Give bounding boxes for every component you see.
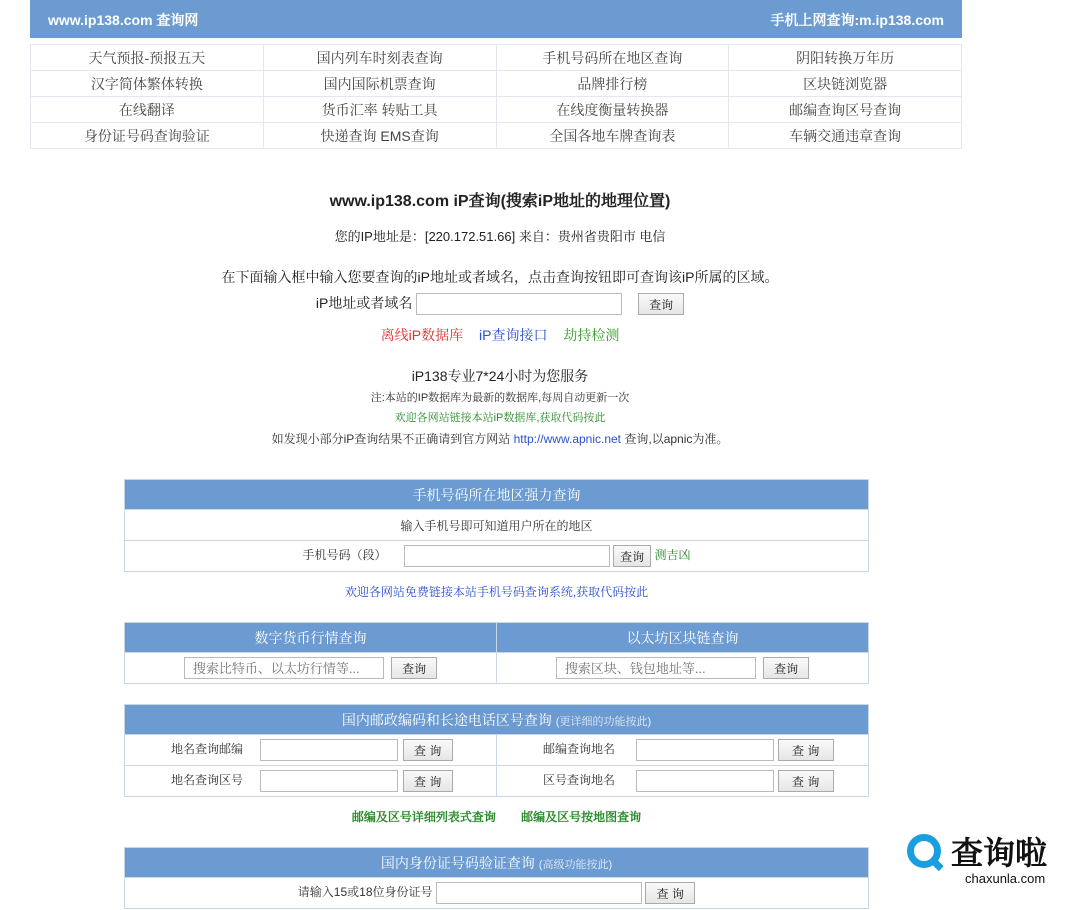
mobile-lookup-panel: [124, 479, 869, 572]
offline-db-link[interactable]: 离线iP数据库: [380, 327, 464, 343]
postal-map-link[interactable]: 邮编及区号按地图查询: [521, 810, 642, 824]
areacode-to-name-label: 区号查询地名: [543, 773, 616, 788]
crypto-query-button[interactable]: 查询: [391, 657, 437, 679]
mobile-link-note[interactable]: 欢迎各网站免费链接本站手机号码查询系统,获取代码按此: [344, 585, 649, 599]
name-to-areacode-button[interactable]: 查 询: [403, 770, 453, 792]
page-title: www.ip138.com iP查询(搜索iP地址的地理位置): [329, 193, 671, 210]
blockchain-search-input[interactable]: [556, 657, 756, 679]
idcard-advanced-link[interactable]: (高级功能按此): [538, 858, 613, 871]
areacode-to-name-button[interactable]: 查 询: [778, 770, 834, 792]
watermark-domain: chaxunla.com: [965, 871, 1046, 886]
chaxunla-watermark: [905, 826, 1075, 890]
nav-link[interactable]: 邮编查询区号查询: [789, 101, 902, 118]
instruction-text: 在下面输入框中输入您要查询的iP地址或者域名，点击查询按钮即可查询该iP所属的区域。: [221, 269, 779, 285]
postal-detail-link[interactable]: (更详细的功能按此): [555, 715, 652, 728]
postcode-to-name-button[interactable]: 查 询: [778, 739, 834, 761]
postal-links: [124, 808, 869, 825]
nav-link[interactable]: 身份证号码查询验证: [83, 127, 210, 144]
idcard-panel-header: [125, 848, 869, 878]
mobile-input-label: 手机号码（段）: [302, 548, 387, 563]
nav-link[interactable]: 品牌排行榜: [577, 75, 648, 92]
nav-link[interactable]: 在线度衡量转换器: [556, 101, 669, 118]
postcode-to-name-label: 邮编查询地名: [543, 742, 616, 757]
apnic-note-post: 查询,以apnic为准。: [624, 432, 729, 446]
db-update-note: 注:本站的IP数据库为最新的数据库,每周自动更新一次: [370, 392, 630, 404]
nav-link[interactable]: 货币汇率 转贴工具: [321, 101, 438, 118]
postal-panel: [124, 704, 869, 797]
mobile-panel-header: 手机号码所在地区强力查询: [125, 480, 869, 510]
ip-input[interactable]: [416, 293, 622, 315]
mobile-panel-desc: 输入手机号即可知道用户所在的地区: [125, 510, 869, 541]
blockchain-query-button[interactable]: 查询: [763, 657, 809, 679]
nav-link[interactable]: 车辆交通违章查询: [789, 127, 902, 144]
db-link-note: [0, 409, 1000, 425]
mobile-query-button[interactable]: 查询: [613, 545, 651, 567]
nav-link[interactable]: 在线翻译: [118, 101, 175, 118]
top-bar: [30, 0, 962, 38]
nav-link[interactable]: 全国各地车牌查询表: [549, 127, 676, 144]
ip-query-button[interactable]: 查询: [638, 293, 684, 315]
fortune-link[interactable]: 测吉凶: [654, 548, 691, 563]
crypto-search-input[interactable]: [184, 657, 384, 679]
postal-panel-header: [125, 705, 869, 735]
watermark-brand: 查询啦: [951, 834, 1048, 872]
crypto-right-header: 以太坊区块链查询: [497, 623, 869, 653]
magnifier-icon: [907, 834, 941, 868]
nav-link[interactable]: 国内列车时刻表查询: [316, 49, 443, 66]
nav-link[interactable]: 阴阳转换万年历: [796, 49, 895, 66]
crypto-panel: [124, 622, 869, 684]
name-to-postcode-button[interactable]: 查 询: [403, 739, 453, 761]
ip-search-form: [0, 293, 1000, 315]
name-to-postcode-label: 地名查询邮编: [171, 742, 244, 757]
ip-input-label: iP地址或者域名: [315, 295, 413, 311]
apnic-note: [0, 430, 1000, 447]
nav-link[interactable]: 区块链浏览器: [803, 75, 888, 92]
apnic-note-pre: 如发现小部分iP查询结果不正确请到官方网站: [271, 432, 511, 446]
idcard-query-button[interactable]: 查 询: [645, 882, 695, 904]
crypto-left-header: 数字货币行情查询: [125, 623, 497, 653]
idcard-input-label: 请输入15或18位身份证号: [297, 885, 433, 900]
name-to-areacode-label: 地名查询区号: [171, 773, 244, 788]
idcard-panel: [124, 847, 869, 909]
ip-links: [0, 325, 1000, 345]
postal-list-link[interactable]: 邮编及区号详细列表式查询: [351, 810, 496, 824]
nav-link[interactable]: 天气预报-预报五天: [88, 49, 206, 66]
hijack-detect-link[interactable]: 劫持检测: [563, 327, 620, 343]
idcard-header-text: 国内身份证号码验证查询: [380, 854, 535, 871]
areacode-to-name-input[interactable]: [636, 770, 774, 792]
mobile-site-link[interactable]: 手机上网查询:m.ip138.com: [770, 12, 944, 28]
nav-grid: [30, 44, 962, 149]
service-text: iP138专业7*24小时为您服务: [411, 368, 589, 384]
mobile-input[interactable]: [404, 545, 610, 567]
nav-link[interactable]: 手机号码所在地区查询: [542, 49, 683, 66]
nav-link[interactable]: 汉字简体繁体转换: [90, 75, 203, 92]
name-to-areacode-input[interactable]: [260, 770, 398, 792]
apnic-link[interactable]: http://www.apnic.net: [513, 432, 622, 446]
db-code-link[interactable]: 欢迎各网站链接本站iP数据库,获取代码按此: [394, 412, 606, 424]
nav-link[interactable]: 国内国际机票查询: [323, 75, 436, 92]
postcode-to-name-input[interactable]: [636, 739, 774, 761]
my-ip-text: 您的IP地址是：[220.172.51.66] 来自：贵州省贵阳市 电信: [334, 229, 666, 244]
ip-api-link[interactable]: iP查询接口: [479, 327, 548, 343]
name-to-postcode-input[interactable]: [260, 739, 398, 761]
nav-link[interactable]: 快递查询 EMS查询: [320, 127, 439, 144]
postal-header-text: 国内邮政编码和长途电话区号查询: [341, 711, 552, 728]
idcard-input[interactable]: [436, 882, 642, 904]
site-home-link[interactable]: www.ip138.com 查询网: [48, 12, 199, 28]
